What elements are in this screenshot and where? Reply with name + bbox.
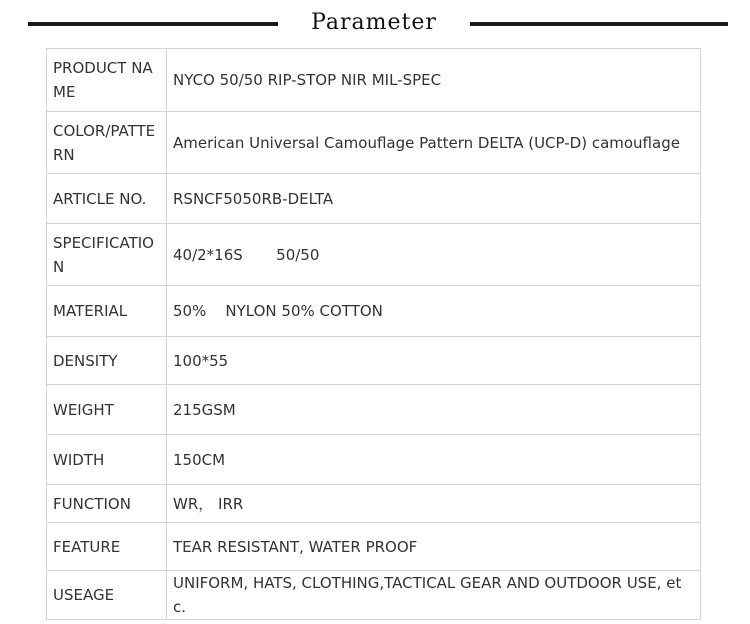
param-value: 150CM: [167, 435, 701, 485]
param-label: COLOR/PATTERN: [47, 112, 167, 174]
table-row: [47, 571, 701, 620]
param-value: 50% NYLON 50% COTTON: [167, 286, 701, 337]
param-label: PRODUCT NAME: [47, 49, 167, 112]
table-row: [47, 485, 701, 523]
param-value: 40/2*16S 50/50: [167, 224, 701, 286]
table-row: [47, 224, 701, 286]
param-value: American Universal Camouflage Pattern DELTA (UCP-D) camouflage: [167, 112, 701, 174]
header-rule-left: [28, 22, 278, 26]
param-value: TEAR RESISTANT, WATER PROOF: [167, 523, 701, 571]
param-value: 100*55: [167, 337, 701, 385]
table-row: [47, 174, 701, 224]
param-label: WIDTH: [47, 435, 167, 485]
table-row: [47, 286, 701, 337]
section-header: [0, 0, 750, 48]
param-value: RSNCF5050RB-DELTA: [167, 174, 701, 224]
table-row: [47, 523, 701, 571]
parameter-table: [46, 48, 701, 620]
param-label: DENSITY: [47, 337, 167, 385]
param-label: MATERIAL: [47, 286, 167, 337]
table-row: [47, 385, 701, 435]
param-label: FEATURE: [47, 523, 167, 571]
param-label: USEAGE: [47, 571, 167, 620]
param-label: FUNCTION: [47, 485, 167, 523]
param-value: NYCO 50/50 RIP-STOP NIR MIL-SPEC: [167, 49, 701, 112]
param-value: UNIFORM, HATS, CLOTHING,TACTICAL GEAR AND OUTDOOR USE, etc.: [167, 571, 701, 620]
param-label: ARTICLE NO.: [47, 174, 167, 224]
param-label: WEIGHT: [47, 385, 167, 435]
table-row: [47, 435, 701, 485]
table-row: [47, 49, 701, 112]
param-value: WR， IRR: [167, 485, 701, 523]
param-value: 215GSM: [167, 385, 701, 435]
header-rule-right: [470, 22, 728, 26]
param-label: SPECIFICATION: [47, 224, 167, 286]
table-row: [47, 337, 701, 385]
table-row: [47, 112, 701, 174]
section-title: Parameter: [311, 10, 437, 35]
